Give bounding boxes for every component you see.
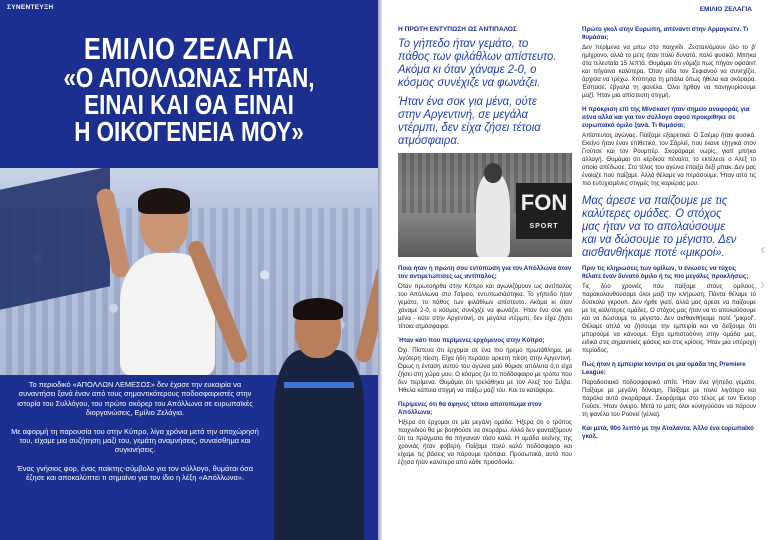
board-text: FON bbox=[520, 190, 568, 215]
intro-paragraph: Ένας γνήσιος φορ, ένας παίκτης-σύμβολο για τον σύλλογο, θυμάται όσα έζησε και αποκαλύπτει τι σημαίνει για τον ίδιο η λέξη «Απόλλωνα». bbox=[16, 463, 254, 483]
answer: Δεν περίμενα να μπω στο παιχνίδι. Ζεσταινόμουν όλο το β' ημίχρονο, αλλά το μετς ήταν πολύ δυνατό, πολύ φυσικό. Μπήκα στα τελευταία 15 λεπτά. Θυμάμαι ότι νόμιζα πως πήγαν οφσάιντ και πήγαινα καλύτερα. Όταν είδα τον Σεφιανού να συνεχίζει, άρχισα να τρέχω. Χτύπησα τη μπάλα όπως ήθελα και σκόραρα. Έσπασε, έβγαλα τη φανέλα. Όλοι ήρθαν να πανηγυρίσουμε μαζί. Ήταν μια απίστευτη στιγμή. bbox=[582, 44, 756, 99]
photo-player bbox=[476, 173, 510, 257]
answer: Ήξερα ότι έρχομαι σε μία μεγάλη ομάδα. Ήξερα ότι ο τρόπος παιχνιδιού θα με βοηθούσε να σκοράρω. Αλλά δεν φανταζόμουν ότι τα πράγματα θα πήγαιναν τόσο καλά. Η ομάδα εκείνης της χρονιάς ήταν φοβερή. Παίζαμε πολύ καλό ποδόσφαιρο και είχαμε τις βάσεις να πάρουμε τρόπαια. Προσωπικά, αυτό που έζησα ήταν καλύτερο από κάθε προσδοκία. bbox=[398, 419, 572, 466]
question: Πριν τις κληρώσεις των ομίλων, τι ένιωσες να τύχεις θέλατε έναν δυνατό όμιλο ή τις πιο μεγάλες προκλήσεις; bbox=[582, 265, 749, 280]
question: Πώς ήταν η εμπειρία κόντρα σε μια ομάδα της Premiere League; bbox=[582, 361, 746, 376]
subhead: Η ΠΡΩΤΗ ΕΝΤΥΠΩΣΗ ΩΣ ΑΝΤΙΠΑΛΟΣ bbox=[398, 26, 517, 33]
headline-quote-line: Η ΟΙΚΟΓΕΝΕΙΑ ΜΟΥ» bbox=[74, 116, 304, 147]
flag-shape bbox=[0, 168, 110, 310]
answer: Απίστευτος αγώνας. Παίξαμε εξαιρετικά. Ο Σαέμιρ ήταν φυσικά. Εκείνο ήταν έναν επίθετικό, τον Σάρλεϊ, που έκανε εξηγικά στον Γιούτσε και τον Ρουμπέρ. Σκοράραμε νωρίς, γιατί μπήκα αλλαγή. Θυμάμαι ότι κέρδισα πέναλτι, το εκτέλεσε ο Αλεξ το οποίο απέδωσε. Στο τέλος του αγώνα έπαιξα δεξί μπακ. Δεν μας ένοιαζε πού παίζαμε. Αλλά θέλαμε να περάσουμε. Ήταν από τις πιο ευτυχισμένες στιγμές της καριέρας μου. bbox=[582, 132, 756, 187]
question: Η πρόκριση επί της Μίνσκαντ ήταν σημείο αναφοράς για σένα αλλά και για τον σύλλογο αφού προκρίθηκε σε ευρωπαϊκό όμιλο ξανά. Τι θυμάσαι; bbox=[582, 106, 750, 129]
headline-quote bbox=[38, 64, 340, 145]
pull-quote: Ήταν ένα σοκ για μένα, ούτε στην Αργεντινή, σε μεγάλα ντέρμπι, δεν είχα ζήσει τέτοια ατμόσφαιρα. bbox=[398, 94, 541, 147]
intro-paragraph: Το περιοδικό «ΑΠΟΛΛΩΝ ΛΕΜΕΣΟΣ» δεν έχασε την ευκαιρία να συναντήσει ξανά έναν από τους σημαντικότερους ποδοσφαιριστές στην ιστορία του Συλλόγου, του πρώτο σκόρερ του Απόλλωνα σε ευρωπαϊκές διοργανώσεις, Εμίλιο Ζελάγια. bbox=[17, 380, 253, 418]
photo-player-head bbox=[484, 163, 502, 183]
board-subtext: SPORT bbox=[529, 223, 559, 230]
headline-name: ΕΜΙΛΙΟ ΖΕΛΑΓΙΑ bbox=[83, 31, 295, 66]
answer: Όταν πρωτοήρθα στην Κύπρο και αγωνιζόμουν ως αντίπαλος του Απόλλωνα στο Τσίρειο, εντυπωσιάστηκα. Το γήπεδο ήταν γεμάτο, το πάθος των φιλάθλων απίστευτο. Ακόμα κι όταν χάναμε 2-0, ο κόσμος συνέχιζε να φωνάζει. Ήταν ένα σοκ για μένα - ούτε στην Αργεντινή, σε μεγάλα ντέρμπι, δεν είχα ζήσει τέτοια ατμόσφαιρα. bbox=[398, 283, 572, 330]
chevron-left-icon[interactable]: ‹ bbox=[760, 241, 766, 258]
player-figure bbox=[262, 292, 372, 540]
intro-paragraph: Με αφορμή τη παρουσία του στην Κύπρο, λίγα χρόνια μετά την αποχώρησή του, είχαμε μια συζήτηση μαζί του, γεμάτη αναμνήσεις, συναίσθημα και συγκινήσεις. bbox=[11, 426, 259, 455]
article-column-1 bbox=[398, 26, 572, 473]
chevron-right-icon[interactable]: › bbox=[760, 276, 766, 293]
article-column-2 bbox=[582, 26, 756, 443]
match-photo bbox=[398, 153, 572, 257]
pull-quote: Μας άρεσε να παίζουμε με τις καλύτερες ομάδες. Ο στόχος μας ήταν να το απολαύσουμε και να δώσουμε το μέγιστο. Δεν αισθανθήκαμε ποτέ «μικροί». bbox=[582, 193, 737, 259]
question: Περίμενες ότι θα άφηνες τέτοιο αποτύπωμα στον Απόλλωνα; bbox=[398, 401, 542, 416]
answer: Παραδοσιακό ποδοσφαιρικό σπίτι. Ήταν ένα γήπεδο γεμάτο. Παίξαμε με μεγάλη δύναμη. Παίξαμε με πολύ λιγότερο και παρόλα αυτά σκοράραμε. Σκοράραμε στο τέλος με τον Έκτορ Γιούσε. Ήταν όνειρο. Μετά το ματς όλοι κυνηγούσαν να πάρουν τη φανέλα του Ρούνεϊ (γέλια). bbox=[582, 379, 756, 418]
right-section-tag: ΕΜΙΛΙΟ ΖΕΛΑΓΙΑ bbox=[699, 6, 752, 13]
section-tag: ΣΥΝΕΝΤΕΥΞΗ bbox=[7, 4, 54, 11]
right-page bbox=[382, 0, 770, 540]
intro-text bbox=[10, 380, 260, 492]
question: Ήταν κάτι που περίμενες ερχόμενος στην Κύπρο; bbox=[398, 337, 545, 344]
left-page bbox=[0, 0, 378, 540]
answer: Τις δύο χρονιές που παίξαμε στους ομίλους, παρακολουθούσαμε όλοι μαζί την κλήρωση. Πάντα θέλαμε το δύσκολο γκρουπ. Δεν ήρθε γιατί, αλλά μας άρεσε να παίζουμε με τις καλύτερες ομάδες. Ο στόχος μας ήταν να το απολαύσουμε και να δώσουμε το μέγιστο. Δεν αισθανθήκαμε ποτέ "μικροί". Θέλαμε απλά να ζήσουμε την εμπειρία και να δείξουμε ότι μπορούμε να κάνουμε. Είχα εμπιστοσύνη στην ομάδα μας, ειδικά στις σημαντικές φάσεις και στις κρίσεις. Ήταν μια υπέροχη περίοδος. bbox=[582, 283, 756, 354]
player-kit-stripe bbox=[284, 382, 354, 388]
headline-quote-line: «Ο ΑΠΟΛΛΩΝΑΣ ΗΤΑΝ, bbox=[63, 62, 315, 93]
coach-hair bbox=[138, 188, 190, 214]
advertising-board bbox=[516, 183, 572, 239]
player-body bbox=[274, 350, 364, 540]
player-hair bbox=[293, 298, 343, 320]
answer: Όχι. Πίστευα ότι έρχομαι σε ένα πιο ήρεμο πρωτάθλημα, με λιγότερη πίεση. Είχα ήδη περάσει αρκετή πίεση στην Αργεντινή. Όμως η ένταση αυτού του αγώνα μού θύμισε απόλυτα ό,τι είχα ζήσει στη χώρα μου. Ο κόσμος ζει το ποδόσφαιρο με τρόπο που δεν περίμενα. Θυμάμαι ότι τρελάθηκα με τον Αλεξ του Σιλβα. Ήθελα κάποια στιγμή να παίξω μαζί του. Και το κατάφερα. bbox=[398, 347, 572, 394]
headline-quote-line: ΕΙΝΑΙ ΚΑΙ ΘΑ ΕΙΝΑΙ bbox=[84, 89, 294, 120]
pull-quote: Το γήπεδο ήταν γεμάτο, το πάθος των φιλάθλων απίστευτο. Ακόμα κι όταν χάναμε 2-0, ο κόσμος συνέχιζε να φωνάζει. bbox=[398, 36, 557, 89]
question: Ποια ήταν η πρώτη σου εντύπωση για τον Απόλλωνα όταν τον αντιμετώπισες ως αντίπαλος; bbox=[398, 265, 572, 280]
question: Και μετά, 90ό λεπτό με την Αταλάντα. Άλλο ένα ευρωπαϊκό γκολ. bbox=[582, 425, 754, 440]
question: Πρώτο γκολ στην Ευρώπη, απέναντι στην Αρμαγκετν. Τι θυμάσαι; bbox=[582, 26, 749, 41]
